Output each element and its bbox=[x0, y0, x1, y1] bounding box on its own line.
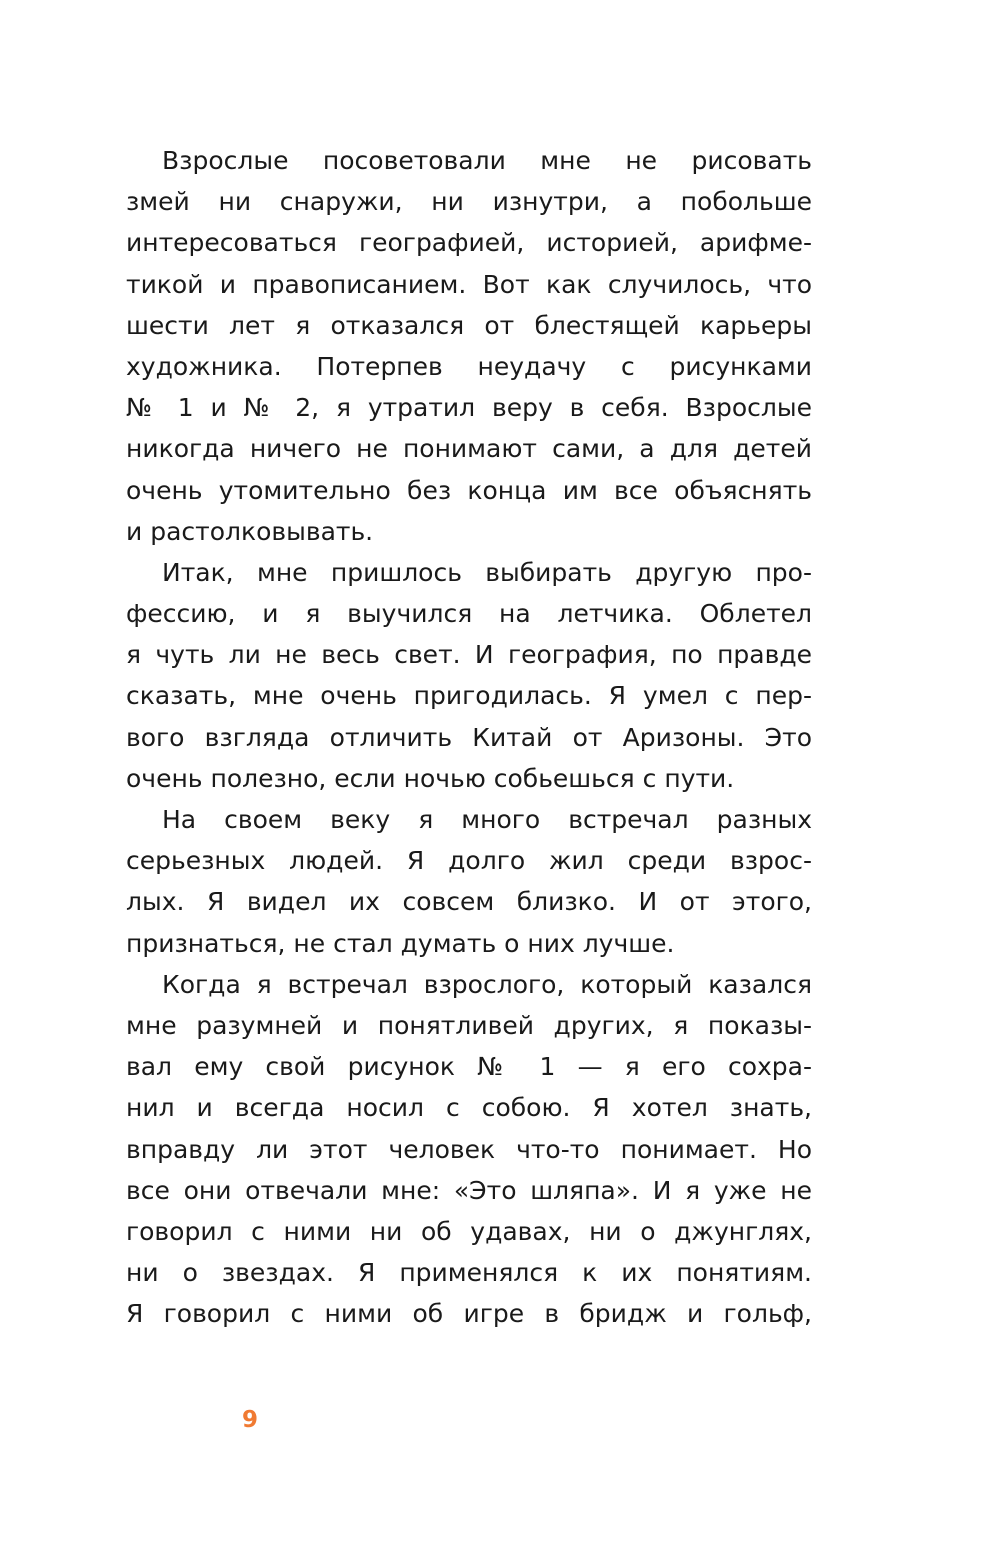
text-line: серьезных людей. Я долго жил среди взрос- bbox=[126, 846, 812, 876]
text-line: Когда я встречал взрослого, который казался bbox=[162, 969, 812, 999]
text-line: художника. Потерпев неудачу с рисунками bbox=[126, 351, 812, 381]
text-line: нил и всегда носил с собою. Я хотел знать, bbox=[126, 1093, 812, 1123]
text-line: Взрослые посоветовали мне не рисовать bbox=[162, 146, 812, 175]
text-line: очень полезно, если ночью собьешься с пути. bbox=[126, 763, 735, 793]
text-line: я чуть ли не весь свет. И география, по правде bbox=[126, 640, 812, 670]
text-line: признаться, не стал думать о них лучше. bbox=[126, 928, 675, 958]
body-text bbox=[126, 140, 812, 1334]
text-line: На своем веку я много встречал разных bbox=[162, 805, 812, 834]
text-line: тикой и правописанием. Вот как случилось, что bbox=[126, 269, 812, 299]
text-line: все они отвечали мне: «Это шляпа». И я уже не bbox=[126, 1175, 812, 1205]
text-line: говорил с ними ни об удавах, ни о джунглях, bbox=[126, 1216, 812, 1246]
text-line: № 1 и № 2, я утратил веру в себя. Взрослые bbox=[126, 393, 812, 423]
text-line: фессию, и я выучился на летчика. Облетел bbox=[126, 599, 812, 629]
text-line: вого взгляда отличить Китай от Аризоны. Это bbox=[126, 722, 812, 752]
text-line: шести лет я отказался от блестящей карьеры bbox=[126, 310, 812, 340]
text-line: интересоваться географией, историей, арифме- bbox=[126, 228, 812, 258]
text-line: змей ни снаружи, ни изнутри, а побольше bbox=[126, 187, 812, 217]
text-line: вправду ли этот человек что-то понимает. Но bbox=[126, 1134, 812, 1164]
page-number: 9 bbox=[242, 1407, 259, 1433]
text-line: и растолковывать. bbox=[126, 516, 374, 546]
text-line: сказать, мне очень пригодилась. Я умел с пер- bbox=[126, 681, 812, 711]
text-line: вал ему свой рисунок № 1 — я его сохра- bbox=[126, 1052, 812, 1082]
text-line: лых. Я видел их совсем близко. И от этого, bbox=[126, 887, 812, 917]
text-line: ни о звездах. Я применялся к их понятиям. bbox=[126, 1258, 812, 1288]
text-line: никогда ничего не понимают сами, а для детей bbox=[126, 434, 812, 464]
text-line: мне разумней и понятливей других, я показы- bbox=[126, 1010, 812, 1040]
text-line: очень утомительно без конца им все объяснять bbox=[126, 475, 812, 505]
text-line: Итак, мне пришлось выбирать другую про- bbox=[162, 557, 812, 587]
text-line: Я говорил с ними об игре в бридж и гольф, bbox=[126, 1299, 812, 1329]
